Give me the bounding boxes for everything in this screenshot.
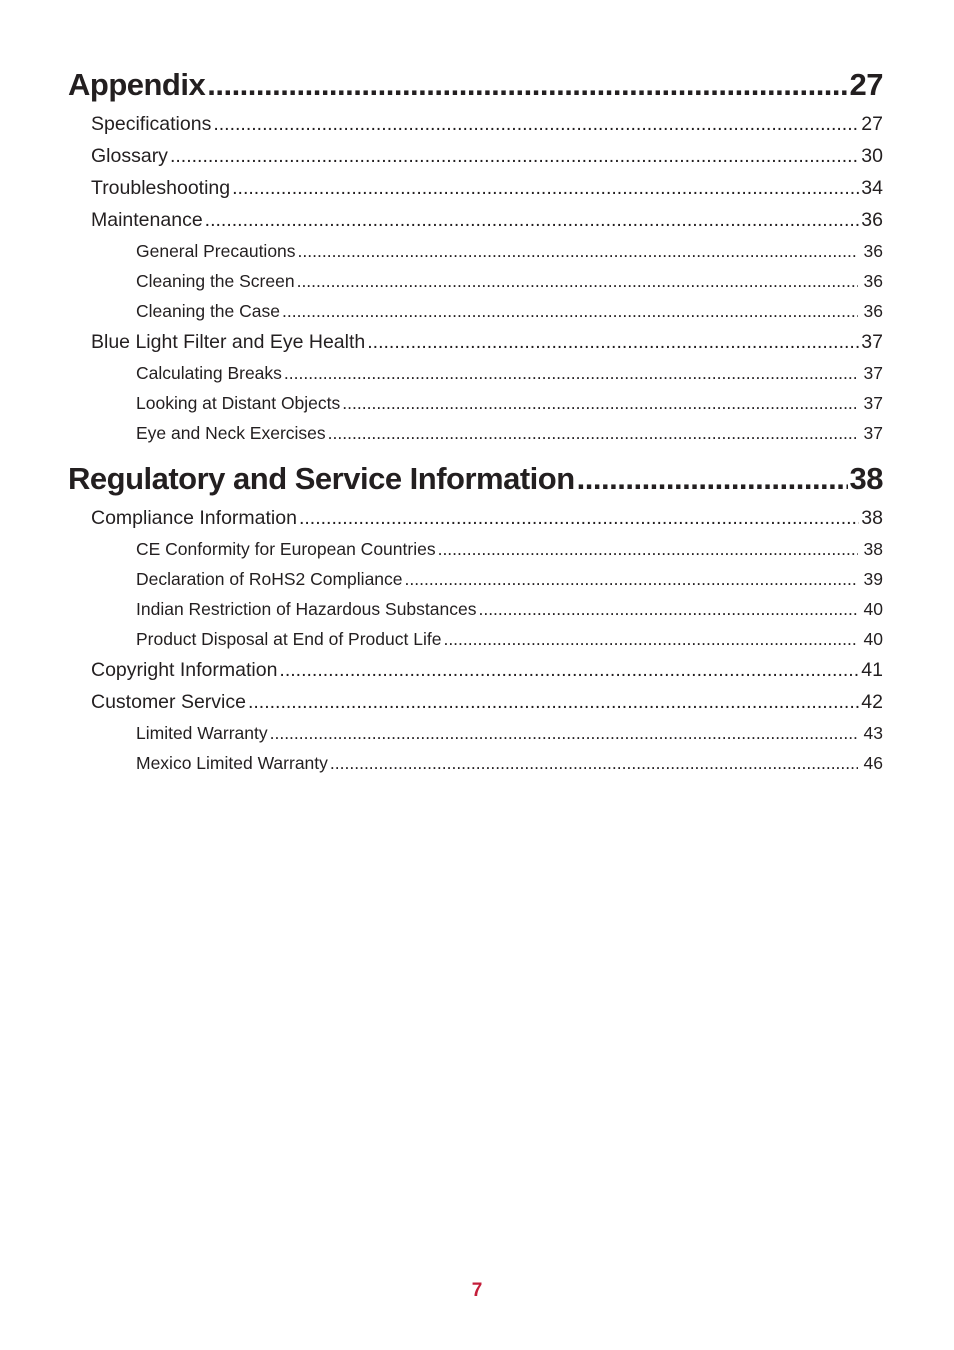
toc-entry-title: Cleaning the Screen bbox=[136, 271, 295, 291]
toc-entry-page: 38 bbox=[861, 507, 883, 529]
toc-entry-page: 41 bbox=[861, 659, 883, 681]
toc-entry-title: Looking at Distant Objects bbox=[136, 393, 341, 413]
toc-subsubsection-entry[interactable] bbox=[68, 534, 883, 564]
toc-entry-title: Specifications bbox=[91, 113, 212, 135]
toc-leader-dots bbox=[282, 296, 858, 326]
toc-leader-dots bbox=[270, 718, 858, 748]
toc-entry-page: 34 bbox=[861, 177, 883, 199]
toc-entry-title: Customer Service bbox=[91, 691, 246, 713]
toc-subsubsection-entry[interactable] bbox=[68, 388, 883, 418]
toc-subsection-entry[interactable] bbox=[68, 108, 883, 140]
toc-entry-title: Compliance Information bbox=[91, 507, 297, 529]
toc-entry-page: 36 bbox=[863, 271, 883, 291]
toc-entry-title: Product Disposal at End of Product Life bbox=[136, 629, 442, 649]
toc-entry-page: 40 bbox=[863, 629, 883, 649]
toc-leader-dots bbox=[443, 624, 857, 654]
toc-subsection-entry[interactable] bbox=[68, 326, 883, 358]
toc-entry-page: 37 bbox=[863, 393, 883, 413]
toc-leader-dots bbox=[367, 326, 859, 358]
toc-entry-page: 36 bbox=[863, 241, 883, 261]
toc-entry-title: Maintenance bbox=[91, 209, 203, 231]
toc-subsubsection-entry[interactable] bbox=[68, 748, 883, 778]
toc-leader-dots bbox=[438, 534, 858, 564]
toc-entry-title: Regulatory and Service Information bbox=[68, 461, 575, 496]
toc-entry-title: Cleaning the Case bbox=[136, 301, 280, 321]
table-of-contents bbox=[68, 62, 883, 778]
toc-leader-dots bbox=[170, 140, 859, 172]
toc-leader-dots bbox=[478, 594, 857, 624]
toc-leader-dots bbox=[213, 108, 859, 140]
toc-leader-dots bbox=[298, 236, 858, 266]
toc-entry-title: Limited Warranty bbox=[136, 723, 268, 743]
toc-subsubsection-entry[interactable] bbox=[68, 236, 883, 266]
toc-entry-page: 38 bbox=[863, 539, 883, 559]
toc-entry-title: CE Conformity for European Countries bbox=[136, 539, 436, 559]
toc-subsection-entry[interactable] bbox=[68, 172, 883, 204]
toc-subsubsection-entry[interactable] bbox=[68, 418, 883, 448]
toc-entry-page: 27 bbox=[849, 67, 883, 102]
toc-subsubsection-entry[interactable] bbox=[68, 358, 883, 388]
toc-entry-title: Appendix bbox=[68, 67, 206, 102]
toc-entry-page: 46 bbox=[863, 753, 883, 773]
toc-leader-dots bbox=[577, 456, 848, 502]
toc-section-heading[interactable] bbox=[68, 62, 883, 108]
toc-leader-dots bbox=[284, 358, 858, 388]
toc-entry-page: 36 bbox=[863, 301, 883, 321]
toc-entry-page: 37 bbox=[861, 331, 883, 353]
toc-subsection-entry[interactable] bbox=[68, 140, 883, 172]
toc-subsection-entry[interactable] bbox=[68, 654, 883, 686]
toc-entry-page: 37 bbox=[863, 423, 883, 443]
toc-leader-dots bbox=[328, 418, 858, 448]
toc-leader-dots bbox=[330, 748, 858, 778]
toc-subsubsection-entry[interactable] bbox=[68, 266, 883, 296]
toc-entry-title: Mexico Limited Warranty bbox=[136, 753, 328, 773]
toc-entry-title: Calculating Breaks bbox=[136, 363, 282, 383]
toc-leader-dots bbox=[297, 266, 858, 296]
toc-entry-title: Indian Restriction of Hazardous Substances bbox=[136, 599, 477, 619]
toc-subsection-entry[interactable] bbox=[68, 686, 883, 718]
toc-entry-page: 40 bbox=[863, 599, 883, 619]
toc-leader-dots bbox=[279, 654, 859, 686]
toc-entry-title: Troubleshooting bbox=[91, 177, 231, 199]
toc-subsubsection-entry[interactable] bbox=[68, 296, 883, 326]
toc-subsection-entry[interactable] bbox=[68, 502, 883, 534]
toc-entry-title: Copyright Information bbox=[91, 659, 278, 681]
toc-entry-page: 30 bbox=[861, 145, 883, 167]
toc-section-heading[interactable] bbox=[68, 456, 883, 502]
toc-entry-page: 36 bbox=[861, 209, 883, 231]
toc-entry-title: Eye and Neck Exercises bbox=[136, 423, 326, 443]
toc-leader-dots bbox=[207, 62, 847, 108]
toc-subsubsection-entry[interactable] bbox=[68, 718, 883, 748]
toc-leader-dots bbox=[248, 686, 859, 718]
page-number: 7 bbox=[471, 1280, 483, 1301]
toc-entry-page: 27 bbox=[861, 113, 883, 135]
toc-leader-dots bbox=[205, 204, 860, 236]
toc-entry-page: 39 bbox=[863, 569, 883, 589]
toc-entry-title: Glossary bbox=[91, 145, 168, 167]
toc-entry-page: 37 bbox=[863, 363, 883, 383]
toc-leader-dots bbox=[299, 502, 859, 534]
toc-entry-page: 43 bbox=[863, 723, 883, 743]
toc-leader-dots bbox=[342, 388, 857, 418]
toc-entry-title: General Precautions bbox=[136, 241, 296, 261]
toc-leader-dots bbox=[405, 564, 858, 594]
toc-leader-dots bbox=[232, 172, 859, 204]
toc-entry-page: 42 bbox=[861, 691, 883, 713]
toc-entry-title: Blue Light Filter and Eye Health bbox=[91, 331, 366, 353]
toc-subsection-entry[interactable] bbox=[68, 204, 883, 236]
toc-subsubsection-entry[interactable] bbox=[68, 624, 883, 654]
toc-entry-page: 38 bbox=[849, 461, 883, 496]
toc-entry-title: Declaration of RoHS2 Compliance bbox=[136, 569, 403, 589]
toc-subsubsection-entry[interactable] bbox=[68, 594, 883, 624]
toc-subsubsection-entry[interactable] bbox=[68, 564, 883, 594]
